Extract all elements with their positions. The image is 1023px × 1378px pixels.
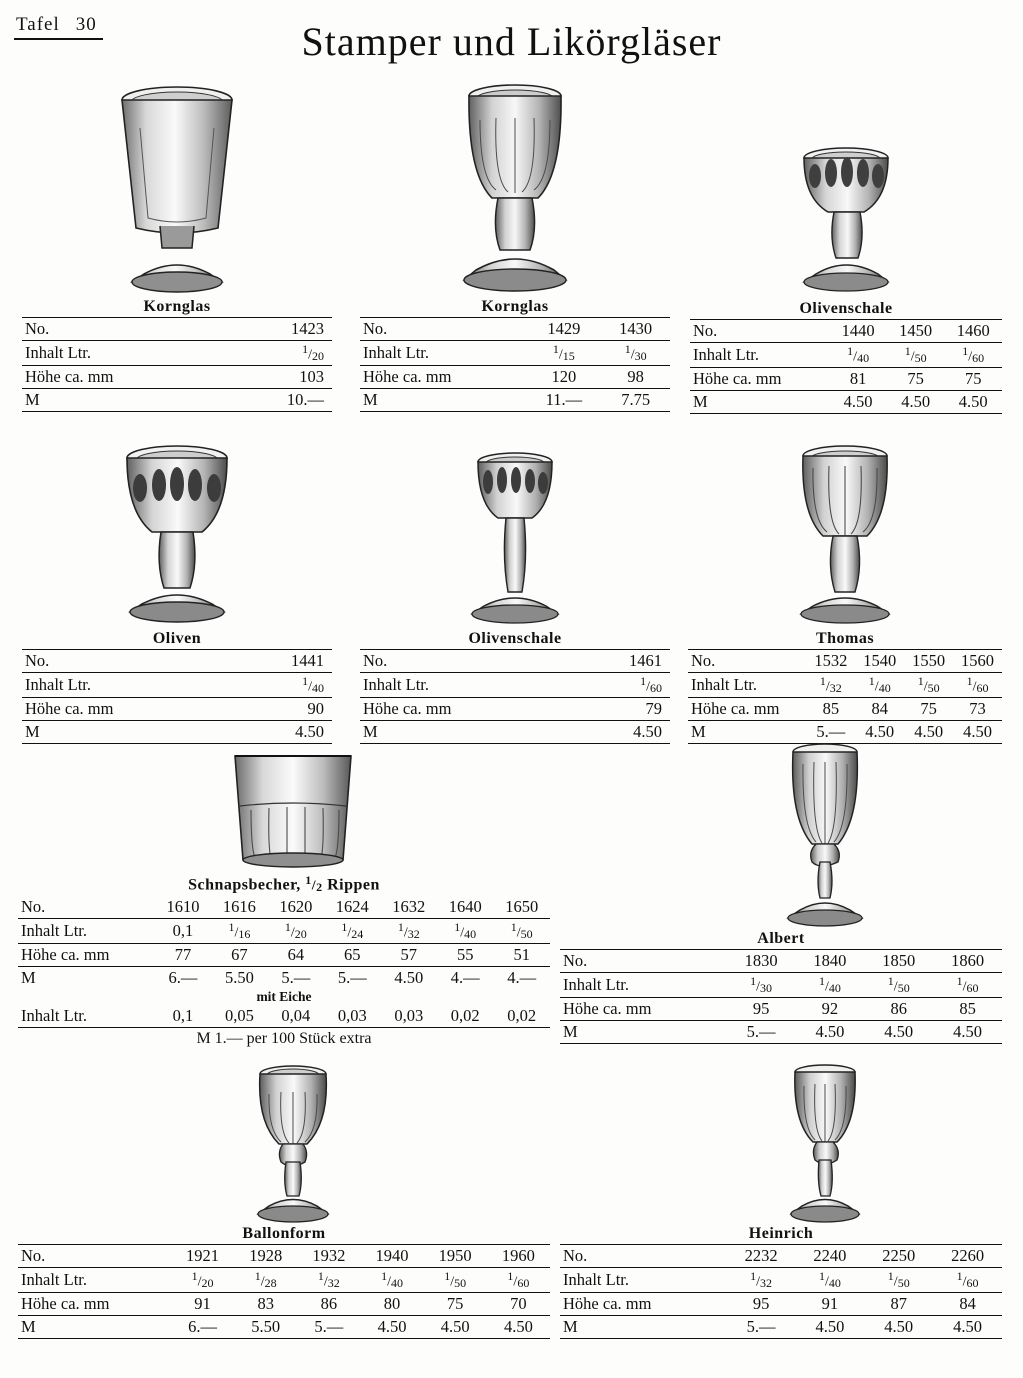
cell-inhalt-1: $^1/_{40}$ (829, 343, 887, 368)
caption-post: Rippen (327, 876, 380, 894)
cell-inhalt-2: $^1/_{30}$ (601, 341, 670, 366)
cell-inhalt-1: $^1/_{32}$ (806, 673, 855, 698)
cell-no-1: 1429 (526, 318, 601, 341)
table-row (690, 343, 1002, 368)
cell-m-1: 6.— (155, 967, 211, 990)
block-oliven-1441 (22, 440, 332, 744)
cell-hoehe-3: 86 (297, 1293, 360, 1316)
cell-hoehe-5: 75 (424, 1293, 487, 1316)
table-row (360, 366, 670, 389)
block-ballonform-1921 (18, 1060, 550, 1339)
plate-number: 30 (75, 14, 97, 35)
cell-hoehe-6: 55 (437, 944, 493, 967)
tumbler-on-foot-glass-icon (82, 78, 272, 298)
cell-hoehe-3: 75 (904, 698, 953, 721)
cell-hoehe-2: 91 (796, 1293, 865, 1316)
row-label-inhalt: Inhalt Ltr. (690, 343, 829, 368)
cell-m-4: 4.50 (360, 1316, 423, 1339)
spec-table-schnapsbecher (18, 896, 550, 1028)
cell-hoehe-2: 75 (887, 368, 945, 391)
cell-inhalt-4: $^1/_{60}$ (933, 1268, 1002, 1293)
cell-inhalt-2: $^1/_{16}$ (211, 919, 267, 944)
spec-table-oliven-1441 (22, 649, 332, 744)
caption-fraction: $^1/_2$ (305, 873, 323, 895)
cell-hoehe-3: 64 (268, 944, 324, 967)
table-row (560, 1268, 1002, 1293)
mit-eiche-label: mit Eiche (256, 989, 312, 1005)
cell-inhalt-1: $^1/_{20}$ (227, 341, 332, 366)
cell-hoehe-1: 95 (727, 1293, 796, 1316)
table-row (18, 1316, 550, 1339)
spec-table-olivenschale-1461 (360, 649, 670, 744)
row-label-no: No. (22, 318, 227, 341)
table-row (22, 366, 332, 389)
row-label-m: M (690, 391, 829, 414)
cell-m-2: 5.50 (211, 967, 267, 990)
caption-albert-1830: Albert (757, 930, 805, 947)
row-label-hoehe: Höhe ca. mm (22, 698, 233, 721)
row-label-no: No. (690, 320, 829, 343)
cell-no-1: 1532 (806, 650, 855, 673)
cell-inhalt-4: $^1/_{24}$ (324, 919, 380, 944)
row-label-inhalt: Inhalt Ltr. (560, 973, 727, 998)
cell-inhalt-2: $^1/_{40}$ (796, 973, 865, 998)
row-label-no: No. (688, 650, 806, 673)
row-label-m: M (360, 389, 526, 412)
cell-hoehe-4: 65 (324, 944, 380, 967)
cell-inhalt-3: $^1/_{50}$ (904, 673, 953, 698)
spec-table-thomas-1532 (688, 649, 1002, 744)
cell-m-6: 4.— (437, 967, 493, 990)
cell-no-5: 1632 (392, 897, 426, 917)
table-row (690, 368, 1002, 391)
cell-m-3: 5.— (297, 1316, 360, 1339)
cell-no-3: 1620 (279, 897, 313, 917)
cell-no-2: 1928 (234, 1245, 297, 1268)
table-row (688, 673, 1002, 698)
cell-no-2: 1540 (855, 650, 904, 673)
table-row (560, 950, 1002, 973)
cell-m-5: 4.50 (381, 967, 437, 990)
cell-no-1: 2232 (727, 1245, 796, 1268)
spec-table-heinrich-2232 (560, 1244, 1002, 1339)
row-label-hoehe: Höhe ca. mm (560, 1293, 727, 1316)
cell-inhalt-2: $^1/_{50}$ (887, 343, 945, 368)
cell-m-1: 4.50 (571, 721, 670, 744)
cell-hoehe-4: 84 (933, 1293, 1002, 1316)
cell-m-2: 5.50 (234, 1316, 297, 1339)
cell-inhalt-4: $^1/_{60}$ (953, 673, 1002, 698)
cell-inhalt-3: $^1/_{50}$ (864, 1268, 933, 1293)
cell-inhalt-1: $^1/_{30}$ (727, 973, 796, 998)
cell-hoehe-4: 85 (933, 998, 1002, 1021)
cell-no-4: 1624 (335, 897, 369, 917)
cell-hoehe-2: 83 (234, 1293, 297, 1316)
cell-no-6: 1640 (448, 897, 482, 917)
row-label-hoehe: Höhe ca. mm (18, 944, 155, 967)
table-row (18, 896, 550, 919)
footed-goblet-glass-icon (420, 78, 610, 298)
tall-stem-glass-icon (750, 740, 900, 930)
row-label-hoehe: Höhe ca. mm (688, 698, 806, 721)
block-thomas-1532 (688, 440, 1002, 744)
cell-m-6: 4.50 (487, 1316, 550, 1339)
cell-no-3: 1550 (904, 650, 953, 673)
cell-m-1: 10.— (227, 389, 332, 412)
table-row (22, 673, 332, 698)
caption-heinrich-2232: Heinrich (748, 1225, 814, 1242)
cell-inhalt-1: $^1/_{15}$ (526, 341, 601, 366)
cell-no-6: 1960 (487, 1245, 550, 1268)
table-row (22, 341, 332, 366)
table-row (18, 1293, 550, 1316)
block-kornglas-1429 (360, 78, 670, 412)
table-row (688, 698, 1002, 721)
cell-hoehe-7: 51 (493, 944, 550, 967)
table-row (18, 967, 550, 990)
cell-m-4: 4.50 (953, 721, 1002, 744)
table-row (22, 721, 332, 744)
row-label-m: M (18, 1316, 171, 1339)
cell-m-1: 4.50 (829, 391, 887, 414)
row-label-m: M (22, 721, 233, 744)
cell-m-2: 7.75 (601, 389, 670, 412)
row-label-m: M (560, 1316, 727, 1339)
row-label-no: No. (560, 950, 727, 973)
cell-inhalt-1: $^1/_{20}$ (171, 1268, 234, 1293)
cell-inhalt2-1: 0,1 (155, 1005, 211, 1028)
cell-inhalt-3: $^1/_{20}$ (268, 919, 324, 944)
table-row (360, 673, 670, 698)
cell-no-3: 1460 (944, 320, 1002, 343)
balloon-form-glass-icon (223, 1060, 363, 1225)
cell-m-2: 4.50 (887, 391, 945, 414)
cell-no-4: 1560 (953, 650, 1002, 673)
table-row (22, 318, 332, 341)
table-row (560, 1293, 1002, 1316)
spec-table-ballonform-1921 (18, 1244, 550, 1339)
cell-no-2: 1430 (601, 318, 670, 341)
table-row (360, 389, 670, 412)
cell-hoehe-3: 75 (944, 368, 1002, 391)
cell-no-3: 1932 (297, 1245, 360, 1268)
cell-no-7: 1650 (505, 897, 539, 917)
cell-m-3: 4.50 (864, 1316, 933, 1339)
caption-thomas-1532: Thomas (815, 630, 875, 647)
cell-inhalt-2: $^1/_{40}$ (855, 673, 904, 698)
plate-word: Tafel (16, 14, 60, 35)
table-row-mit-eiche (18, 989, 550, 1005)
table-row (690, 391, 1002, 414)
cell-m-1: 5.— (727, 1021, 796, 1044)
cell-inhalt2-6: 0,02 (437, 1005, 493, 1028)
cell-inhalt-1: 0,1 (155, 919, 211, 944)
cell-no-1: 1610 (166, 897, 200, 917)
spec-table-kornglas-1423 (22, 317, 332, 412)
cell-inhalt-3: $^1/_{50}$ (864, 973, 933, 998)
row-label-inhalt: Inhalt Ltr. (360, 673, 571, 698)
cell-m-3: 4.50 (944, 391, 1002, 414)
cell-hoehe-1: 85 (806, 698, 855, 721)
cell-inhalt-2: $^1/_{28}$ (234, 1268, 297, 1293)
cell-no-5: 1950 (424, 1245, 487, 1268)
row-label-m: M (560, 1021, 727, 1044)
cell-no-4: 1860 (933, 950, 1002, 973)
cell-hoehe-3: 86 (864, 998, 933, 1021)
cell-m-1: 4.50 (233, 721, 332, 744)
cell-m-1: 5.— (806, 721, 855, 744)
spec-table-albert-1830 (560, 949, 1002, 1044)
caption-schnapsbecher (18, 873, 550, 895)
block-schnapsbecher (18, 748, 550, 1048)
table-row (560, 998, 1002, 1021)
cell-inhalt2-4: 0,03 (324, 1005, 380, 1028)
cell-no-3: 2250 (864, 1245, 933, 1268)
cell-m-4: 4.50 (933, 1316, 1002, 1339)
cell-no-2: 1616 (222, 897, 256, 917)
cell-inhalt2-3: 0,04 (268, 1005, 324, 1028)
cell-m-2: 4.50 (855, 721, 904, 744)
cell-inhalt-5: $^1/_{50}$ (424, 1268, 487, 1293)
table-row (22, 389, 332, 412)
caption-kornglas-1429: Kornglas (481, 298, 549, 315)
cell-hoehe-1: 81 (829, 368, 887, 391)
cell-m-2: 4.50 (796, 1021, 865, 1044)
cell-inhalt2-5: 0,03 (381, 1005, 437, 1028)
row-label-hoehe: Höhe ca. mm (22, 366, 227, 389)
cell-hoehe-4: 73 (953, 698, 1002, 721)
row-label-m: M (18, 967, 155, 990)
row-label-no: No. (360, 318, 526, 341)
cell-no-1: 1461 (571, 650, 670, 673)
table-row (18, 1268, 550, 1293)
cell-inhalt-2: $^1/_{40}$ (796, 1268, 865, 1293)
cell-m-3: 4.50 (904, 721, 953, 744)
cell-hoehe-5: 57 (381, 944, 437, 967)
block-olivenschale-1461 (360, 440, 670, 744)
cell-m-7: 4.— (493, 967, 550, 990)
cell-no-4: 1940 (360, 1245, 423, 1268)
row-label-inhalt: Inhalt Ltr. (18, 1268, 171, 1293)
cell-inhalt-1: $^1/_{40}$ (233, 673, 332, 698)
row-label-inhalt-2: Inhalt Ltr. (18, 1005, 155, 1028)
cell-no-1: 1830 (727, 950, 796, 973)
row-label-m: M (688, 721, 806, 744)
row-label-inhalt: Inhalt Ltr. (360, 341, 526, 366)
row-label-hoehe: Höhe ca. mm (360, 366, 526, 389)
row-label-inhalt: Inhalt Ltr. (22, 341, 227, 366)
cell-m-2: 4.50 (796, 1316, 865, 1339)
cell-no-1: 1423 (227, 318, 332, 341)
cell-inhalt-7: $^1/_{50}$ (493, 919, 550, 944)
cell-inhalt-3: $^1/_{60}$ (944, 343, 1002, 368)
cell-hoehe-3: 87 (864, 1293, 933, 1316)
table-row (18, 919, 550, 944)
row-label-hoehe: Höhe ca. mm (18, 1293, 171, 1316)
schnapsbecher-footnote: M 1.— per 100 Stück extra (196, 1029, 372, 1047)
caption-ballonform-1921: Ballonform (242, 1225, 326, 1242)
cell-no-4: 2260 (933, 1245, 1002, 1268)
olive-cut-goblet-glass-icon (82, 440, 272, 630)
cell-inhalt2-2: 0,05 (211, 1005, 267, 1028)
olive-bowl-stem-glass-icon (420, 440, 610, 630)
table-row (560, 973, 1002, 998)
row-label-m: M (360, 721, 571, 744)
heinrich-stem-glass-icon (755, 1060, 895, 1225)
cell-inhalt-4: $^1/_{40}$ (360, 1268, 423, 1293)
cell-hoehe-4: 80 (360, 1293, 423, 1316)
table-row (560, 1245, 1002, 1268)
cell-m-1: 6.— (171, 1316, 234, 1339)
cell-hoehe-2: 67 (211, 944, 267, 967)
cell-m-5: 4.50 (424, 1316, 487, 1339)
row-label-no: No. (560, 1245, 727, 1268)
cell-no-3: 1850 (864, 950, 933, 973)
caption-olivenschale-1461: Olivenschale (468, 630, 562, 647)
cell-no-1: 1440 (829, 320, 887, 343)
row-label-no: No. (18, 1245, 171, 1268)
table-row (688, 650, 1002, 673)
cell-hoehe-1: 79 (571, 698, 670, 721)
table-row (690, 320, 1002, 343)
cell-inhalt2-7: 0,02 (493, 1005, 550, 1028)
cell-m-1: 5.— (727, 1316, 796, 1339)
ribbed-goblet-glass-icon (755, 440, 935, 630)
row-label-no: No. (360, 650, 571, 673)
table-row (18, 944, 550, 967)
cell-m-4: 4.50 (933, 1021, 1002, 1044)
block-heinrich-2232 (560, 1060, 1002, 1339)
table-row (360, 341, 670, 366)
row-label-no: No. (22, 650, 233, 673)
caption-pre: Schnapsbecher, (188, 876, 301, 894)
cell-hoehe-1: 103 (227, 366, 332, 389)
row-label-no: No. (21, 897, 46, 917)
cell-m-3: 4.50 (864, 1021, 933, 1044)
block-albert-1830 (560, 740, 1002, 1044)
table-row (18, 1005, 550, 1028)
cell-hoehe-2: 84 (855, 698, 904, 721)
caption-oliven-1441: Oliven (152, 630, 202, 647)
cell-no-1: 1921 (171, 1245, 234, 1268)
row-label-hoehe: Höhe ca. mm (690, 368, 829, 391)
cell-m-4: 5.— (324, 967, 380, 990)
cell-hoehe-1: 90 (233, 698, 332, 721)
cell-m-3: 5.— (268, 967, 324, 990)
cell-hoehe-1: 77 (155, 944, 211, 967)
spec-table-kornglas-1429 (360, 317, 670, 412)
row-label-inhalt: Inhalt Ltr. (18, 919, 155, 944)
cell-hoehe-1: 95 (727, 998, 796, 1021)
cell-no-2: 2240 (796, 1245, 865, 1268)
row-label-inhalt: Inhalt Ltr. (560, 1268, 727, 1293)
cell-inhalt-1: $^1/_{60}$ (571, 673, 670, 698)
row-label-inhalt: Inhalt Ltr. (22, 673, 233, 698)
cell-hoehe-6: 70 (487, 1293, 550, 1316)
block-kornglas-1423 (22, 78, 332, 412)
ribbed-tumbler-glass-icon (213, 748, 373, 873)
table-row (22, 650, 332, 673)
cell-hoehe-1: 120 (526, 366, 601, 389)
cell-inhalt-6: $^1/_{60}$ (487, 1268, 550, 1293)
cell-inhalt-3: $^1/_{32}$ (297, 1268, 360, 1293)
table-row (560, 1021, 1002, 1044)
table-row (360, 698, 670, 721)
table-row (360, 650, 670, 673)
cell-hoehe-2: 92 (796, 998, 865, 1021)
cell-m-1: 11.— (526, 389, 601, 412)
cell-no-2: 1450 (887, 320, 945, 343)
row-label-inhalt: Inhalt Ltr. (688, 673, 806, 698)
block-olivenschale-1440 (690, 140, 1002, 414)
row-label-hoehe: Höhe ca. mm (560, 998, 727, 1021)
table-row (22, 698, 332, 721)
cell-no-2: 1840 (796, 950, 865, 973)
cell-inhalt-1: $^1/_{32}$ (727, 1268, 796, 1293)
caption-olivenschale-1440: Olivenschale (799, 300, 893, 317)
caption-kornglas-1423: Kornglas (143, 298, 211, 315)
table-row (560, 1316, 1002, 1339)
cell-inhalt-4: $^1/_{60}$ (933, 973, 1002, 998)
table-row (360, 318, 670, 341)
cell-inhalt-5: $^1/_{32}$ (381, 919, 437, 944)
cell-inhalt-6: $^1/_{40}$ (437, 919, 493, 944)
table-row (18, 1245, 550, 1268)
spec-table-olivenschale-1440 (690, 319, 1002, 414)
cell-no-1: 1441 (233, 650, 332, 673)
cell-hoehe-1: 91 (171, 1293, 234, 1316)
olive-cut-bowl-glass-icon (766, 140, 926, 300)
row-label-m: M (22, 389, 227, 412)
row-label-hoehe: Höhe ca. mm (360, 698, 571, 721)
cell-hoehe-2: 98 (601, 366, 670, 389)
page-title: Stamper und Likörgläser (301, 19, 722, 64)
